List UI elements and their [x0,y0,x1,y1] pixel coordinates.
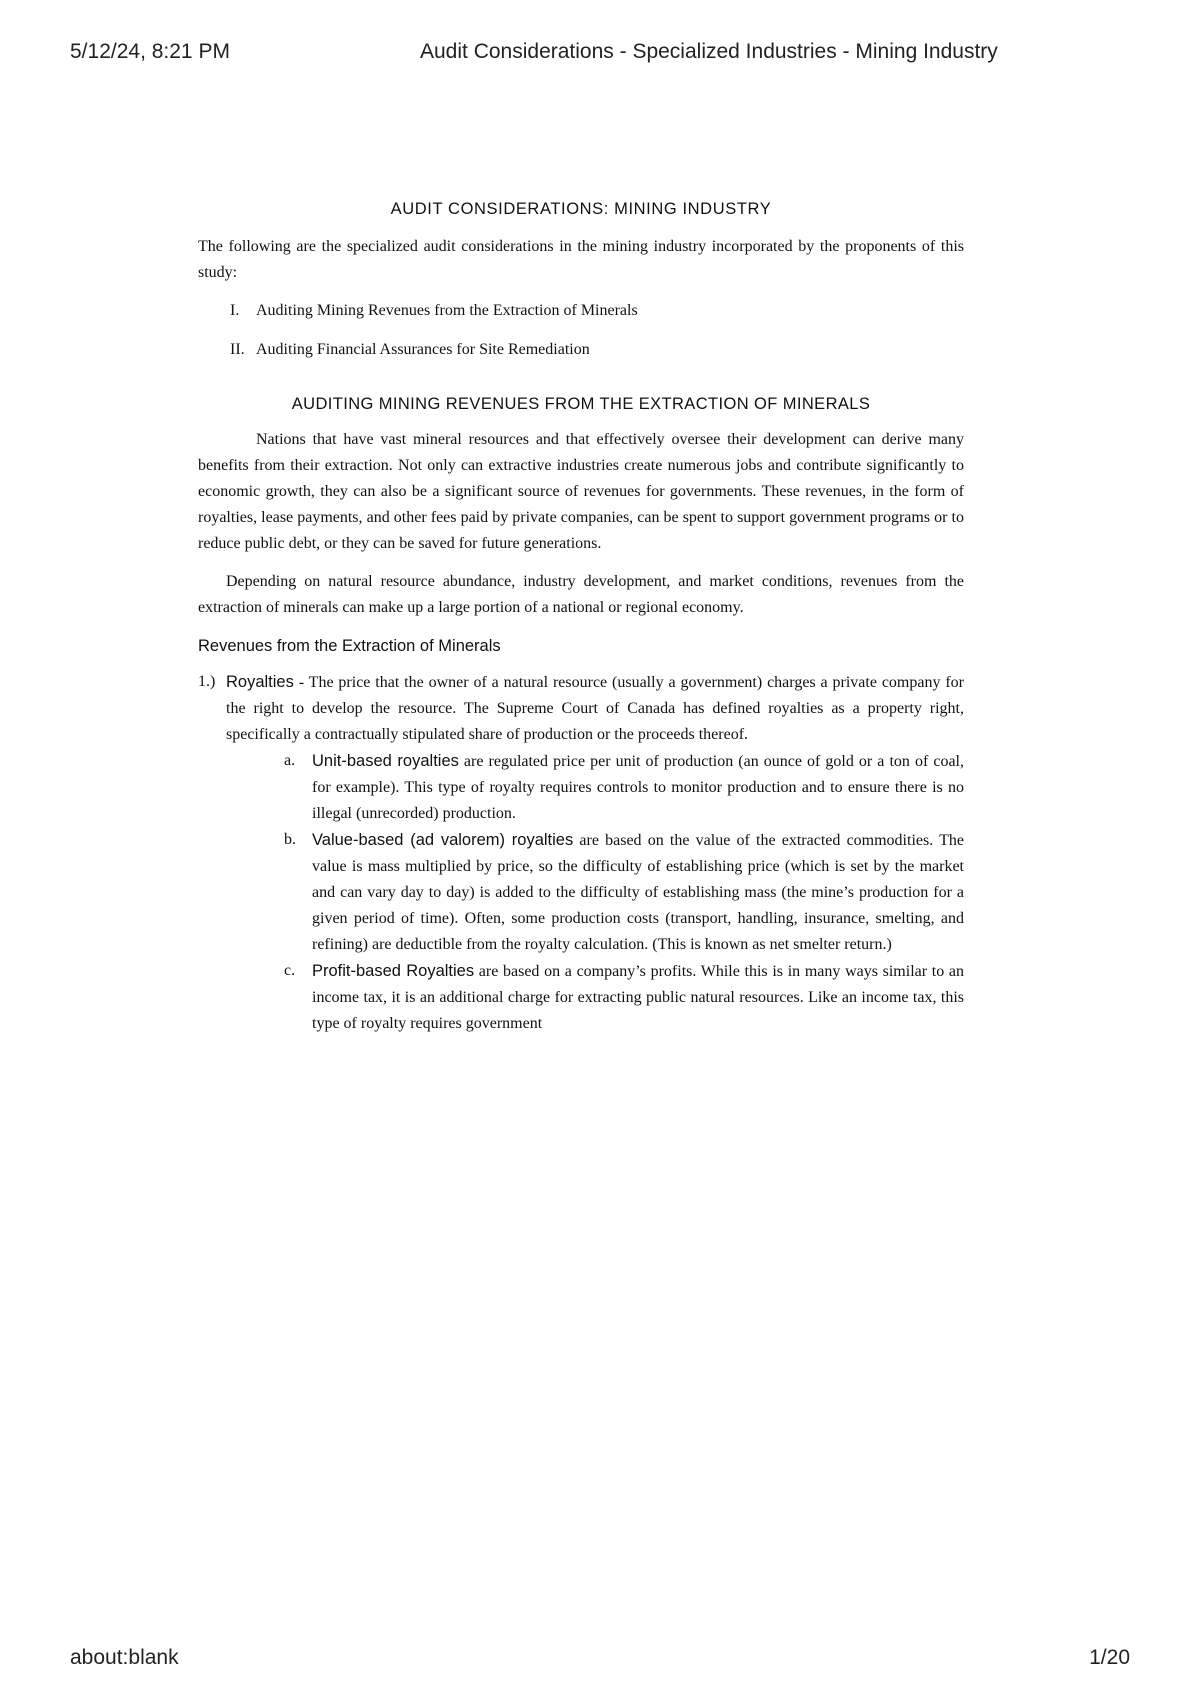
print-footer-url: about:blank [70,1646,179,1669]
list-number: II. [230,341,245,358]
body-paragraph: Depending on natural resource abundance, industry development, and market conditions, revenues from the extraction of minerals can make up a large portion of a national or regional economy. [198,573,964,616]
item-text: are based on a company’s profits. While this is in many ways similar to an income tax, it is an additional charge for extracting public natural resources. Like an income tax, this type of royalty requires government [312,963,964,1032]
item-text: are regulated price per unit of production (an ounce of gold or a ton of coal, for example). This type of royalty requires controls to monitor production and to ensure there is no illegal (unrecorded) production. [312,753,964,822]
item-letter: c. [284,962,296,979]
list-text: Auditing Mining Revenues from the Extraction of Minerals [256,302,638,319]
topic-list [198,298,964,363]
item-term: Value-based (ad valorem) royalties [312,831,574,849]
section-heading: AUDITING MINING REVENUES FROM THE EXTRACTION OF MINERALS [291,395,871,413]
item-text: - The price that the owner of a natural resource (usually a government) charges a private company for the right to develop the resource. The Supreme Court of Canada has defined royalties as a property right, specifically a contractually stipulated share of production or the proceeds thereof. [226,674,964,743]
lettered-item [284,748,964,827]
item-term: Royalties [226,673,294,691]
item-letter: b. [284,831,296,848]
print-footer-page-number: 1/20 [1089,1646,1130,1669]
list-item [198,298,964,324]
lettered-item [284,958,964,1037]
item-term: Profit-based Royalties [312,962,475,980]
print-header-title: Audit Considerations - Specialized Industries - Mining Industry [420,40,998,63]
list-number: I. [230,302,240,319]
numbered-item [198,669,964,748]
subsection-heading: Revenues from the Extraction of Minerals [198,637,501,655]
print-header-datetime: 5/12/24, 8:21 PM [70,40,230,63]
body-paragraph: Nations that have vast mineral resources and that effectively oversee their development can derive many benefits from their extraction. Not only can extractive industries create numerous jobs and contribute significantly to economic growth, they can also be a significant source of revenues for governments. These revenues, in the form of royalties, lease payments, and other fees paid by private companies, can be spent to support government programs or to reduce public debt, or they can be saved for future generations. [198,431,964,552]
intro-paragraph: The following are the specialized audit considerations in the mining industry incorporated by the proponents of this study: [198,238,964,281]
document-body [198,196,964,1037]
item-text: are based on the value of the extracted commodities. The value is mass multiplied by price, so the difficulty of establishing price (which is set by the market and can vary day to day) is added to the difficulty of establishing mass (the mine’s production for a given period of time). Often, some production costs (transport, handling, insurance, smelting, and refining) are deductible from the royalty calculation. (This is known as net smelter return.) [312,832,964,953]
document-title: AUDIT CONSIDERATIONS: MINING INDUSTRY [390,200,772,218]
item-number: 1.) [198,673,216,690]
lettered-item [284,827,964,958]
list-text: Auditing Financial Assurances for Site Remediation [256,341,590,358]
item-letter: a. [284,752,296,769]
list-item [198,337,964,363]
item-term: Unit-based royalties [312,752,459,770]
